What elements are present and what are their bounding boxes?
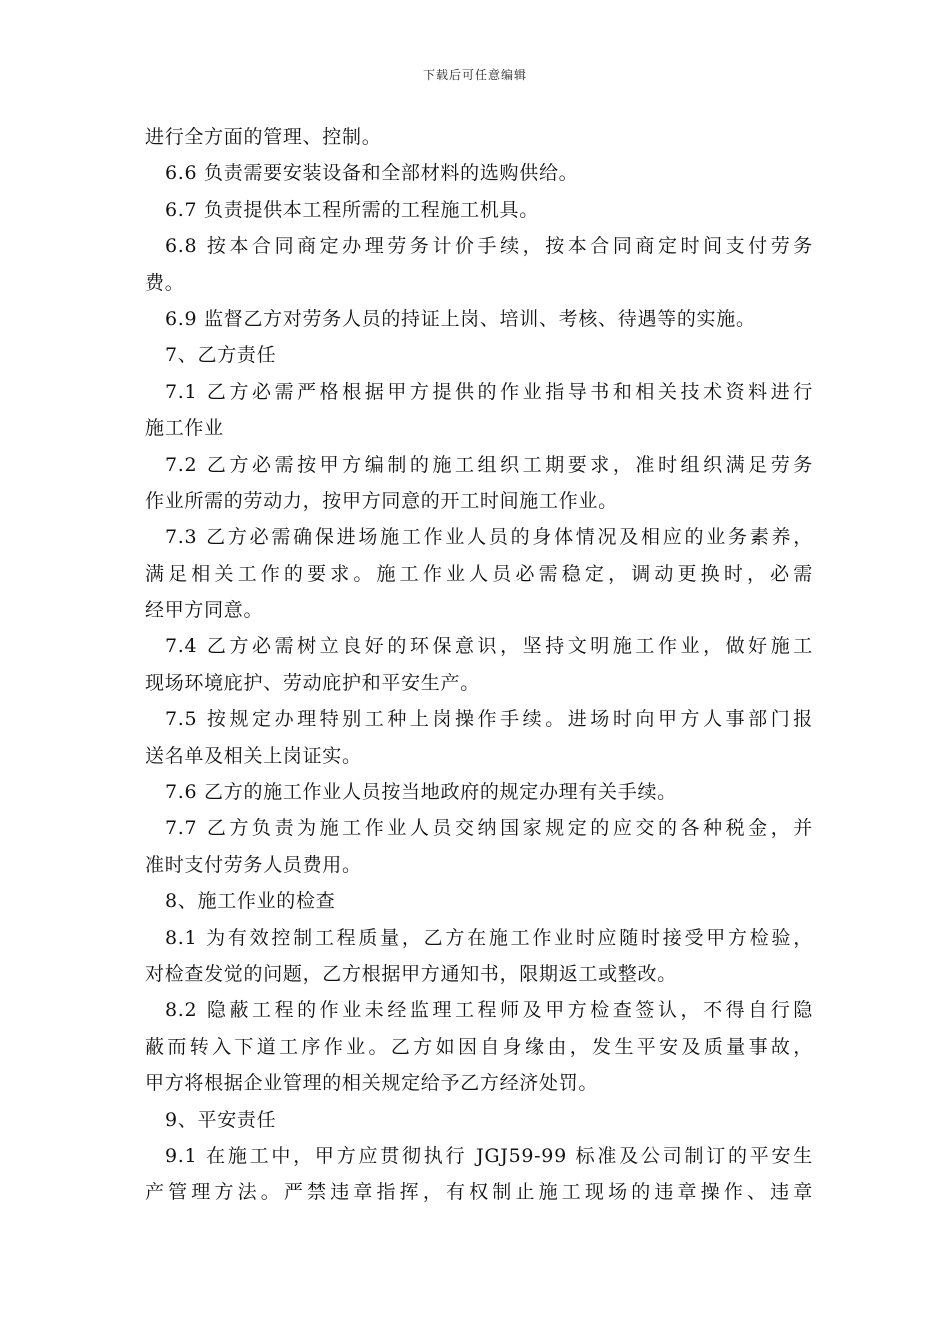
text-line: 6.6 负责需要安装设备和全部材料的选购供给。 [165, 162, 579, 185]
text-line: 施工作业 [145, 417, 224, 440]
text-line: 8.2 隐蔽工程的作业未经监理工程师及甲方检查签认，不得自行隐 [165, 999, 813, 1022]
text-line: 甲方将根据企业管理的相关规定给予乙方经济处罚。 [145, 1072, 599, 1095]
text-line: 7.4 乙方必需树立良好的环保意识，坚持文明施工作业，做好施工 [165, 635, 813, 658]
text-line: 7.7 乙方负责为施工作业人员交纳国家规定的应交的各种税金，并 [165, 817, 813, 840]
text-line: 7.3 乙方必需确保进场施工作业人员的身体情况及相应的业务素养， [165, 526, 813, 549]
text-line: 作业所需的劳动力，按甲方同意的开工时间施工作业。 [145, 489, 618, 512]
text-line: 满足相关工作的要求。施工作业人员必需稳定，调动更换时，必需 [145, 562, 813, 585]
text-line: 7.6 乙方的施工作业人员按当地政府的规定办理有关手续。 [165, 781, 677, 804]
text-line: 蔽而转入下道工序作业。乙方如因自身缘由，发生平安及质量事故， [145, 1035, 813, 1058]
text-line: 7.2 乙方必需按甲方编制的施工组织工期要求，准时组织满足劳务 [165, 453, 813, 476]
text-line: 7.5 按规定办理特别工种上岗操作手续。进场时向甲方人事部门报 [165, 708, 813, 731]
text-line: 现场环境庇护、劳动庇护和平安生产。 [145, 671, 480, 694]
text-line: 费。 [145, 271, 185, 294]
text-line: 9.1 在施工中，甲方应贯彻执行 JGJ59-99 标准及公司制订的平安生 [165, 1144, 813, 1167]
text-line: 7、乙方责任 [165, 344, 277, 367]
text-line: 对检查发觉的问题，乙方根据甲方通知书，限期返工或整改。 [145, 962, 677, 985]
text-line: 经甲方同意。 [145, 599, 264, 622]
text-line: 准时支付劳务人员费用。 [145, 853, 362, 876]
page-header: 下载后可任意编辑 [422, 68, 527, 82]
text-line: 8.1 为有效控制工程质量，乙方在施工作业时应随时接受甲方检验， [165, 926, 813, 949]
text-line: 7.1 乙方必需严格根据甲方提供的作业指导书和相关技术资料进行 [165, 380, 813, 403]
text-line: 8、施工作业的检查 [165, 890, 336, 913]
text-line: 进行全方面的管理、控制。 [145, 126, 382, 148]
text-line: 6.8 按本合同商定办理劳务计价手续，按本合同商定时间支付劳务 [165, 235, 813, 258]
text-line: 6.9 监督乙方对劳务人员的持证上岗、培训、考核、待遇等的实施。 [165, 307, 756, 330]
text-line: 送名单及相关上岗证实。 [145, 744, 362, 767]
text-line: 6.7 负责提供本工程所需的工程施工机具。 [165, 198, 539, 221]
document-body [145, 119, 813, 1211]
text-line: 9、平安责任 [165, 1108, 277, 1131]
text-line: 产管理方法。严禁违章指挥，有权制止施工现场的违章操作、违章 [145, 1181, 813, 1204]
